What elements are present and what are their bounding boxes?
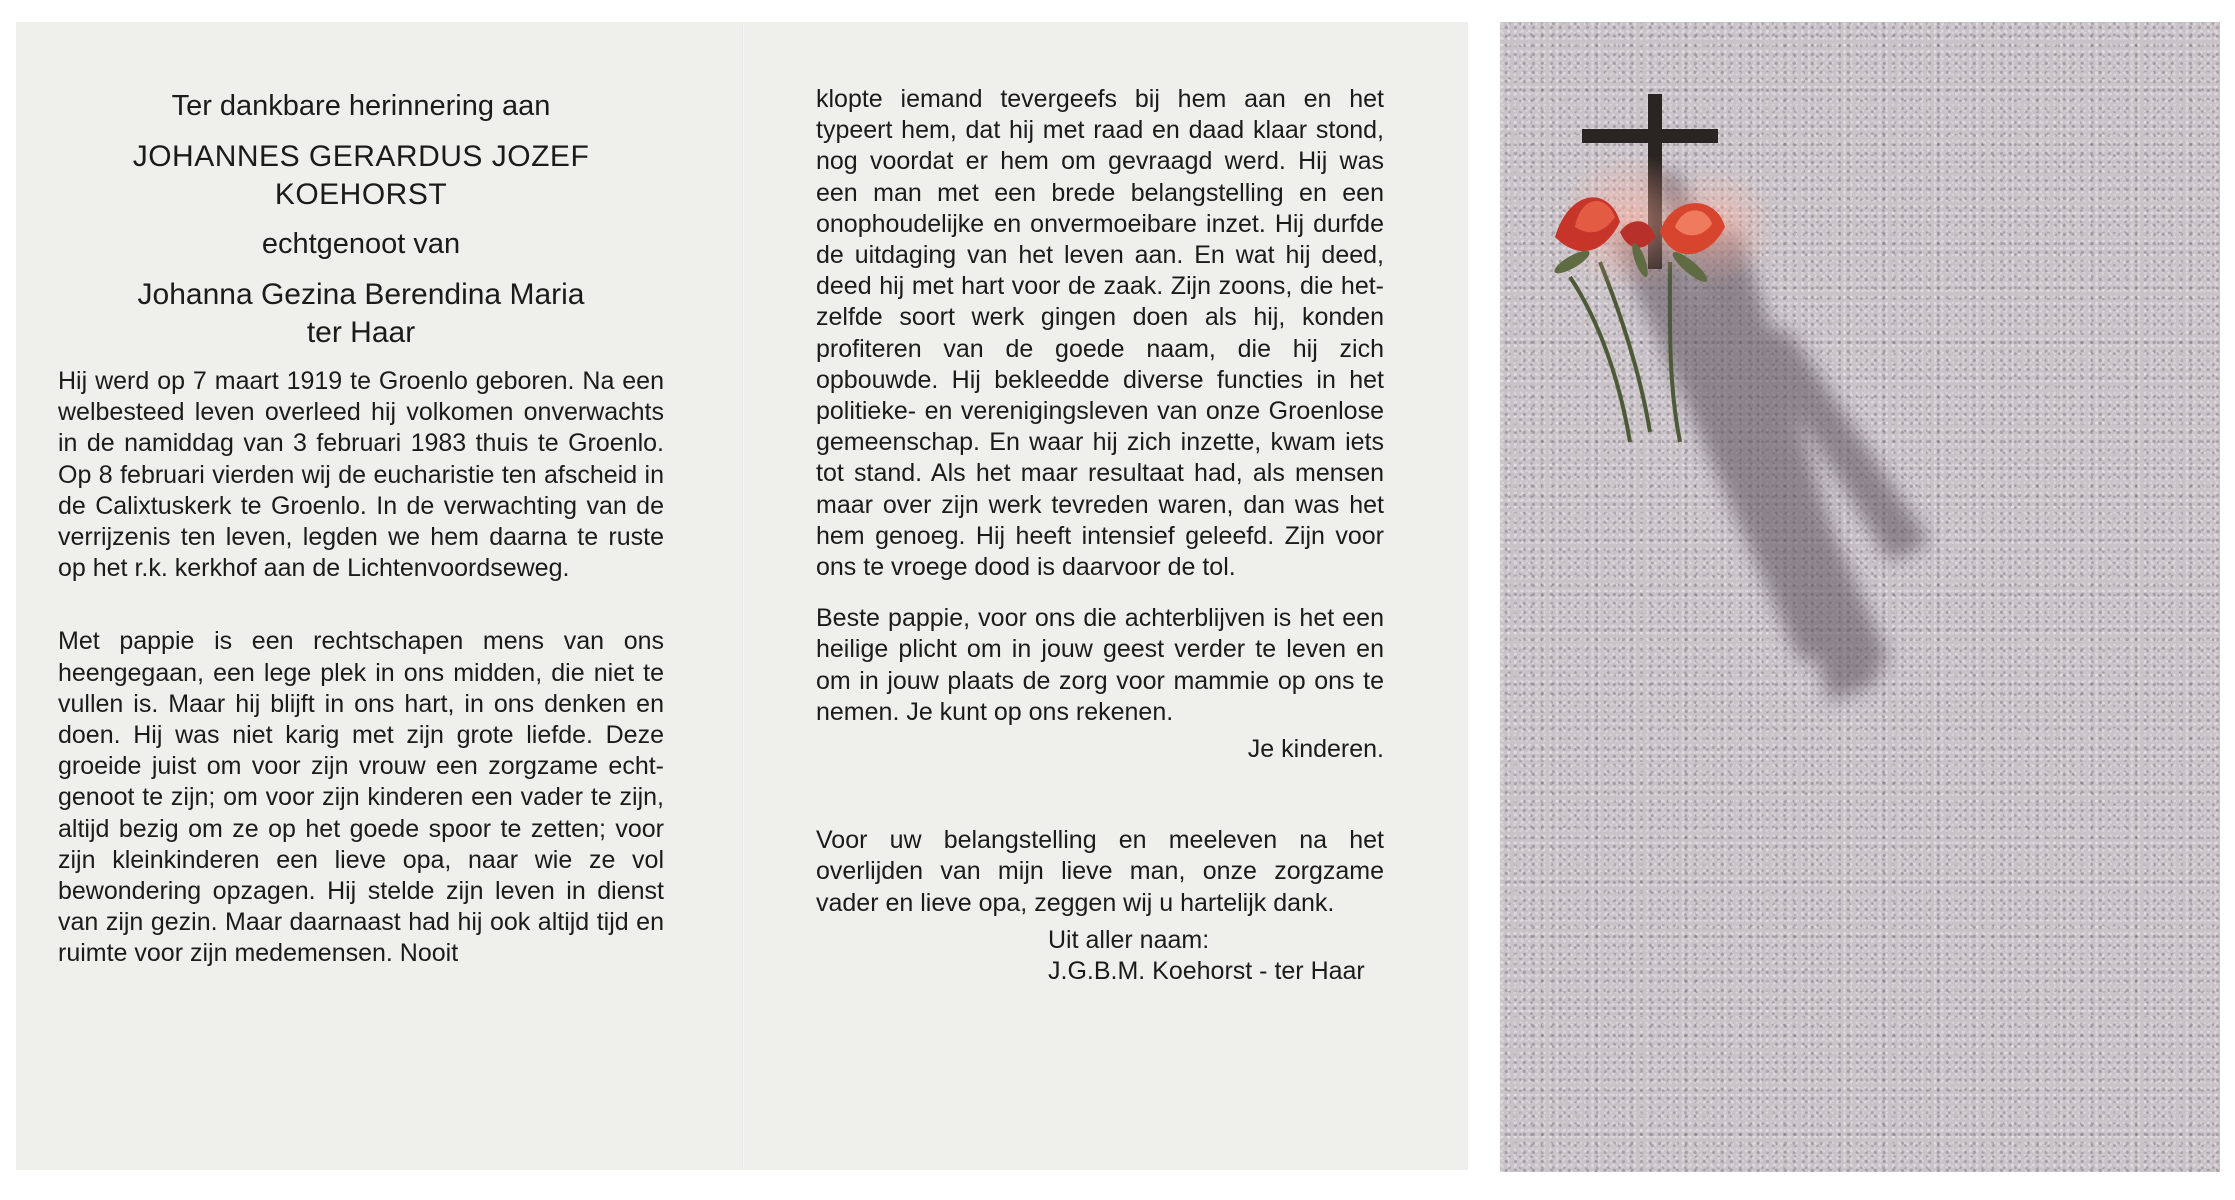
cross-with-flowers-icon [1500, 22, 2220, 1172]
closing-label: Uit aller naam: [1048, 925, 1210, 954]
tribute-paragraph: Met pappie is een rechtschapen mens van ons heengegaan, een lege plek in ons midden, die niet te vullen is. Maar hij blijft in ons hart, in ons denken en doen. Hij was niet karig met zijn grote liefde. Deze groeide juist om voor zijn vrouw een zorgzame echtgenoot te zijn; om voor zijn kinderen een vader te zijn, altijd bezig om ze op het goede spoor te zetten; voor zijn kleinkinderen een lieve opa, naar wie ze vol bewondering opzagen. Hij stelde zijn leven in dienst van zijn gezin. Maar daarnaast had hij ook altijd tijd en ruimte voor zijn medemensen. Nooit [58, 627, 664, 968]
middle-panel [744, 22, 1468, 1170]
spouse-intro: echtgenoot van [261, 228, 461, 260]
thanks-paragraph: Voor uw belangstelling en meeleven na het overlijden van mijn lieve man, onze zorgzame vader en lieve opa, zeggen wij u hartelijk dank. [816, 826, 1384, 917]
tribute-continued-paragraph: klopte iemand tevergeefs bij hem aan en het typeert hem, dat hij met raad en daad klaar stond, nog voordat er hem om gevraagd werd. Hij was een man met een brede belangstelling en een onophoudelijke en onvermoeibare inzet. Hij durfde de uitdaging van het leven aan. En wat hij deed, deed hij met hart voor de zaak. Zijn zoons, die hetzelfde soort werk gingen doen als hij, konden profiteren van de goede naam, die hij zich opbouwde. Hij bekleedde diverse functies in het politieke- en verenigingsleven van onze Groenlose gemeenschap. En waar hij zich inzette, kwam iets tot stand. Als het maar resultaat had, als mensen maar over zijn werk tevreden waren, dan was het hem genoeg. Hij heeft intensief geleefd. Zijn voor ons te vroege dood is daarvoor de tol. [816, 85, 1384, 582]
spouse-name-line2: ter Haar [306, 316, 416, 349]
closing-name: J.G.B.M. Koehorst - ter Haar [1048, 957, 1365, 986]
deceased-name-line1: JOHANNES GERARDUS JOZEF [132, 140, 590, 173]
intro-text: Ter dankbare herinnering aan [171, 90, 551, 122]
spouse-name-line1: Johanna Gezina Berendina Maria [137, 278, 585, 311]
biography-paragraph: Hij werd op 7 maart 1919 te Groenlo geboren. Na een welbesteed leven overleed hij volkomen onverwachts in de namiddag van 3 februari 1983 thuis te Groenlo. Op 8 februari vierden wij de eucharistie ten afscheid in de Calixtuskerk te Groenlo. In de verwachting van de verrijzenis ten leven, legden we hem daarna te ruste op het r.k. kerkhof aan de Lichtenvoordseweg. [58, 367, 664, 583]
farewell-paragraph: Beste pappie, voor ons die achterblijven is het een heilige plicht om in jouw geest verder te leven en om in jouw plaats de zorg voor mammie op ons te nemen. Je kunt op ons rekenen. [816, 604, 1384, 726]
flowers-icon [1552, 152, 1775, 292]
cross-photo [1500, 22, 2220, 1172]
deceased-name-line2: KOEHORST [274, 178, 448, 211]
spouse-name [58, 276, 664, 352]
memorial-card [16, 22, 1468, 1170]
deceased-name [58, 138, 664, 214]
left-panel [16, 22, 742, 1170]
children-signoff: Je kinderen. [1247, 735, 1384, 764]
